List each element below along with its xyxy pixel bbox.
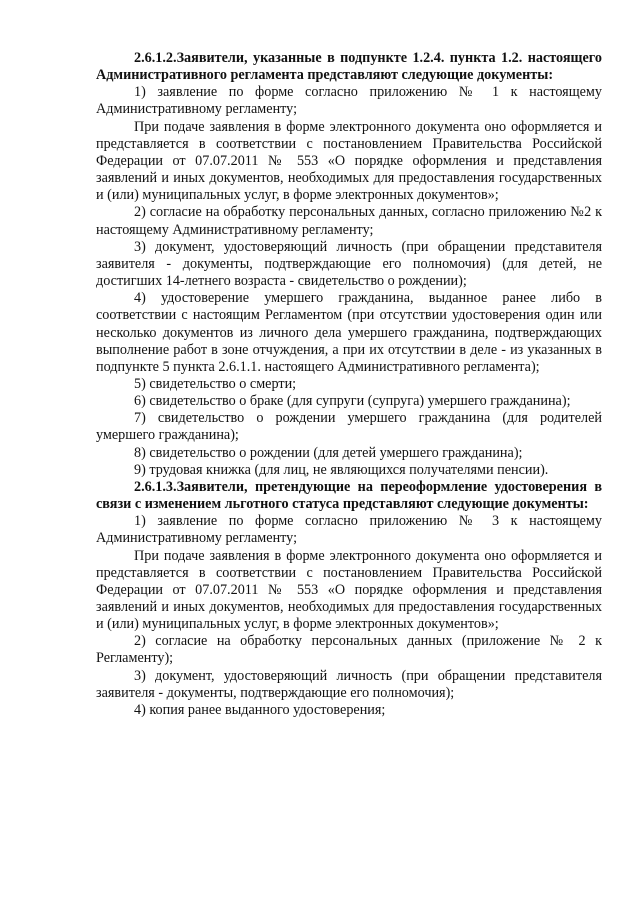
list-item: 1) заявление по форме согласно приложению № 3 к настоящему Административному регламенту;: [96, 513, 602, 547]
list-item: При подаче заявления в форме электронного документа оно оформляется и представляется в соответствии с постановлением Правительства Российской Федерации от 07.07.2011 № 553 «О порядке оформления и представления заявлений и иных документов, необходимых для предоставления государственных и (или) муниципальных услуг, в форме электронных документов»;: [96, 547, 602, 633]
list-item: 9) трудовая книжка (для лиц, не являющихся получателями пенсии).: [134, 461, 549, 478]
list-item: При подаче заявления в форме электронного документа оно оформляется и представляется в соответствии с постановлением Правительства Российской Федерации от 07.07.2011 № 553 «О порядке оформления и представления заявлений и иных документов, необходимых для предоставления государственных и (или) муниципальных услуг, в форме электронных документов»;: [96, 118, 602, 204]
section-heading-2-6-1-2: [96, 50, 602, 84]
list-item: 7) свидетельство о рождении умершего гражданина (для родителей умершего гражданина);: [96, 410, 602, 444]
list-item: 6) свидетельство о браке (для супруги (супруга) умершего гражданина);: [134, 393, 571, 410]
list-item: 3) документ, удостоверяющий личность (при обращении представителя заявителя - документы, подтверждающие его полномочия) (для детей, не достигших 14-летнего возраста - свидетельство о рождении);: [96, 238, 602, 290]
list-item: 4) удостоверение умершего гражданина, выданное ранее либо в соответствии с настоящим Регламентом (при отсутствии удостоверения один или несколько документов из личного дела умершего гражданина, подтверждающих выполнение работ в зоне отчуждения, а при их отсутствии в деле - из указанных в подпункте 5 пункта 2.6.1.1. настоящего Административного регламента);: [96, 290, 602, 375]
list-item: 3) документ, удостоверяющий личность (при обращении представителя заявителя - документы, подтверждающие его полномочия);: [96, 667, 602, 701]
section-number: 2.6.1.2.: [134, 50, 177, 66]
list-item: 1) заявление по форме согласно приложению № 1 к настоящему Административному регламенту;: [96, 84, 602, 118]
list-item: 5) свидетельство о смерти;: [134, 375, 297, 392]
section-heading-2-6-1-3: [96, 479, 602, 513]
section-heading-text: Заявители, указанные в подпункте 1.2.4. пункта 1.2. настоящего Административного регламента представляют следующие документы:: [96, 50, 602, 84]
list-item: 2) согласие на обработку персональных данных, согласно приложению №2 к настоящему Административному регламенту;: [96, 204, 602, 238]
list-item: 4) копия ранее выданного удостоверения;: [134, 701, 386, 718]
list-item: 2) согласие на обработку персональных данных (приложение № 2 к Регламенту);: [96, 633, 602, 667]
section-heading-text: Заявители, претендующие на переоформление удостоверения в связи с изменением льготного статуса представляют следующие документы:: [96, 478, 602, 513]
section-number: 2.6.1.3.: [134, 478, 177, 495]
list-item: 8) свидетельство о рождении (для детей умершего гражданина);: [134, 444, 523, 461]
